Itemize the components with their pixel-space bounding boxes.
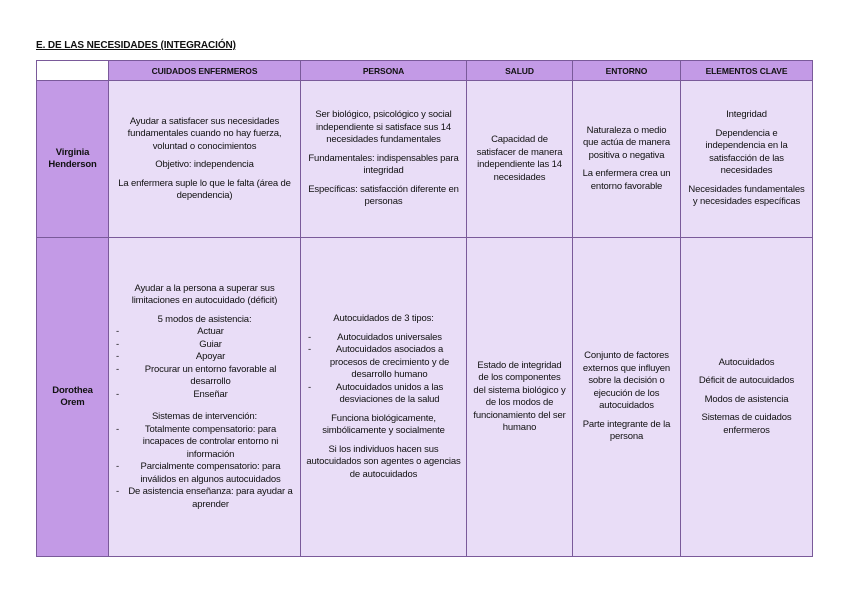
list-item: - Autocuidados asociados a procesos de crecimiento y de desarrollo humano xyxy=(306,344,461,382)
henderson-elementos-2: Dependencia e independencia en la satisfacción de las necesidades xyxy=(705,127,788,177)
list-item: - Enseñar xyxy=(114,389,295,402)
henderson-cuidados-2: Objetivo: independencia xyxy=(155,159,254,170)
list-item: - Apoyar xyxy=(114,351,295,364)
orem-cuidados-cell xyxy=(109,238,301,557)
list-item: - Actuar xyxy=(114,326,295,339)
orem-elementos-cell xyxy=(681,238,813,557)
henderson-cuidados-3: La enfermera suple lo que le falta (área de dependencia) xyxy=(118,177,291,201)
col-header-cuidados: CUIDADOS ENFERMEROS xyxy=(109,61,301,81)
henderson-entorno-1: Naturaleza o medio que actúa de manera positiva o negativa xyxy=(583,124,670,161)
list-item: - Procurar un entorno favorable al desarrollo xyxy=(114,364,295,389)
table-row-orem xyxy=(37,238,813,557)
orem-entorno-2: Parte integrante de la persona xyxy=(582,418,671,443)
orem-entorno-1: Conjunto de factores externos que influyen sobre la decisión o ejecución de los autocuidados xyxy=(582,350,671,412)
orem-cuidados-intro: Ayudar a la persona a superar sus limitaciones en autocuidado (déficit) xyxy=(131,282,278,307)
henderson-persona-cell xyxy=(301,81,467,238)
orem-modos-title: 5 modos de asistencia: xyxy=(157,313,252,325)
orem-persona-extra-2: Si los individuos hacen sus autocuidados son agentes o agencias de autocuidados xyxy=(306,443,461,480)
col-header-elementos: ELEMENTOS CLAVE xyxy=(681,61,813,81)
orem-salud: Estado de integridad de los componentes del sistema biológico y de los modos de funcionamiento del ser humano xyxy=(473,359,566,433)
orem-persona-list xyxy=(306,332,461,407)
henderson-cuidados-1: Ayudar a satisfacer sus necesidades fundamentales cuando no hay fuerza, voluntad o conocimientos xyxy=(127,115,282,152)
section-heading: E. DE LAS NECESIDADES (INTEGRACIÓN) xyxy=(36,40,236,51)
orem-elementos-2: Déficit de autocuidados xyxy=(698,375,795,387)
row-header-henderson xyxy=(37,81,109,238)
theories-table xyxy=(36,60,813,557)
henderson-first-name: Virginia xyxy=(55,147,90,158)
list-item: - Autocuidados unidos a las desviaciones de la salud xyxy=(306,382,461,407)
orem-elementos-4: Sistemas de cuidados enfermeros xyxy=(701,412,792,436)
header-row xyxy=(37,61,813,81)
list-item: - De asistencia enseñanza: para ayudar a aprender xyxy=(114,486,295,511)
orem-persona-extra-1: Funciona biológicamente, simbólicamente y socialmente xyxy=(322,412,445,436)
henderson-elementos-cell xyxy=(681,81,813,238)
henderson-entorno-cell xyxy=(573,81,681,238)
table-row-henderson xyxy=(37,81,813,238)
orem-elementos-1: Autocuidados xyxy=(718,356,775,368)
corner-cell xyxy=(37,61,109,81)
orem-persona-cell xyxy=(301,238,467,557)
henderson-persona-3: Específicas: satisfacción diferente en personas xyxy=(308,183,459,208)
henderson-last-name: Henderson xyxy=(48,159,97,170)
orem-elementos-3: Modos de asistencia xyxy=(704,393,789,405)
col-header-entorno: ENTORNO xyxy=(573,61,681,81)
list-item: - Totalmente compensatorio: para incapaces de controlar entorno ni información xyxy=(114,424,295,462)
henderson-cuidados-cell xyxy=(109,81,301,238)
list-item: - Parcialmente compensatorio: para inválidos en algunos autocuidados xyxy=(114,461,295,486)
col-header-persona: PERSONA xyxy=(301,61,467,81)
col-header-salud: SALUD xyxy=(467,61,573,81)
list-item: - Guiar xyxy=(114,339,295,352)
orem-last-name: Orem xyxy=(60,397,85,408)
orem-first-name: Dorothea xyxy=(52,385,93,396)
orem-persona-title: Autocuidados de 3 tipos: xyxy=(333,313,434,324)
orem-modos-list xyxy=(114,326,295,401)
henderson-salud: Capacidad de satisfacer de manera independiente las 14 necesidades xyxy=(476,134,563,183)
henderson-persona-2: Fundamentales: indispensables para integridad xyxy=(308,152,459,177)
orem-salud-cell xyxy=(467,238,573,557)
list-item: - Autocuidados universales xyxy=(306,332,461,345)
orem-entorno-cell xyxy=(573,238,681,557)
orem-sistemas-list xyxy=(114,424,295,512)
henderson-salud-cell xyxy=(467,81,573,238)
henderson-entorno-2: La enfermera crea un entorno favorable xyxy=(582,168,671,192)
orem-sistemas-title: Sistemas de intervención: xyxy=(151,411,258,423)
henderson-elementos-1: Integridad xyxy=(726,109,767,121)
henderson-persona-1: Ser biológico, psicológico y social independiente si satisface sus 14 necesidades fundamentales xyxy=(315,109,452,146)
henderson-elementos-3: Necesidades fundamentales y necesidades específicas xyxy=(688,183,805,208)
row-header-orem xyxy=(37,238,109,557)
